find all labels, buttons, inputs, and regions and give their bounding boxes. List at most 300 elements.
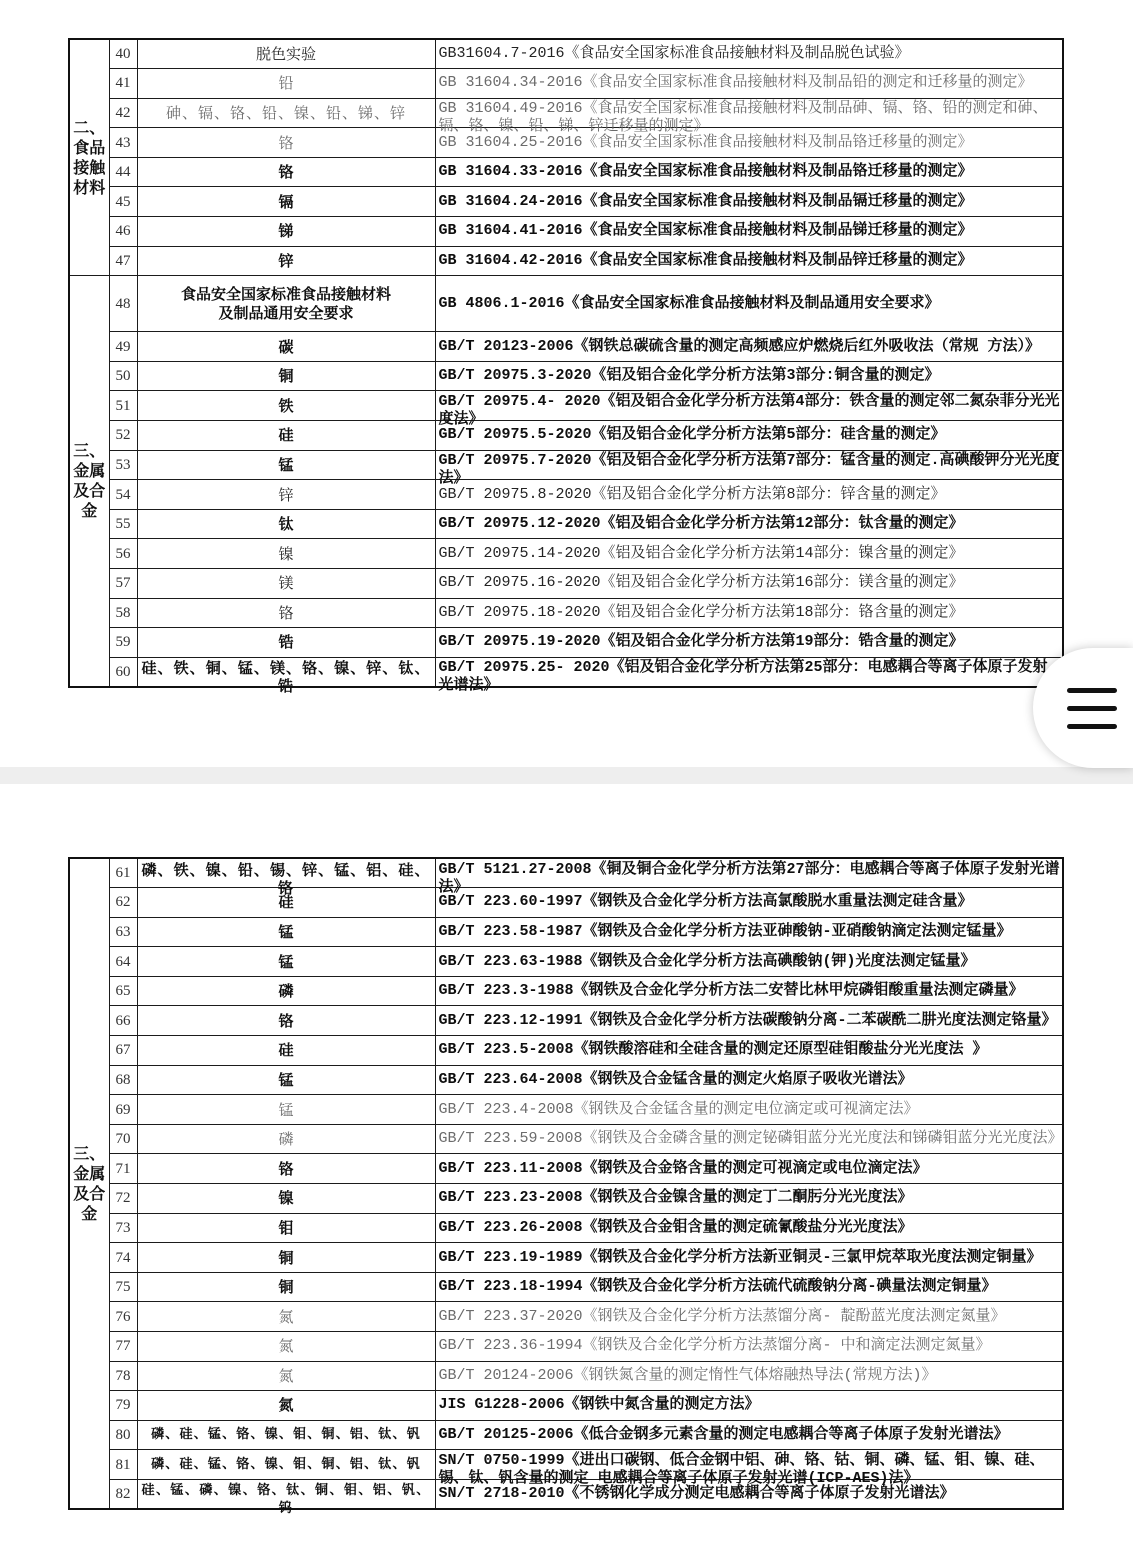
test-item-cell-inner [138,978,435,1005]
category-label: 三、金属及合金 [73,441,106,521]
row-number-cell-inner [110,889,137,916]
standard-cell-inner [436,1422,1063,1449]
row-number-cell [109,1065,137,1095]
test-item-cell-inner [138,1185,435,1212]
standard-cell [435,598,1063,628]
row-number: 66 [115,1012,131,1029]
row-number-cell-inner [110,540,137,567]
test-item-cell-inner [138,1392,435,1419]
test-item-cell-inner [138,333,435,360]
test-item-cell-inner [138,1303,435,1330]
standard-cell [435,1213,1063,1243]
standard-cell [435,450,1063,488]
row-number-cell-inner [110,1185,137,1212]
row-number-cell [109,1095,137,1125]
test-item-cell-inner [138,218,435,245]
row-number-cell-inner [110,570,137,597]
row-number-cell [109,1479,137,1509]
row-number: 57 [115,575,131,592]
standard-cell [435,657,1063,695]
test-item-cell-inner [138,1126,435,1153]
category-label: 三、金属及合金 [73,1143,106,1223]
row-number: 64 [115,953,131,970]
table-row [69,39,1063,69]
standard-cell [435,858,1063,896]
standard-cell [435,1302,1063,1332]
test-item-cell [137,1391,435,1421]
standard-cell [435,1095,1063,1125]
standard-cell-inner [436,1126,1063,1153]
standard-reference: GB/T 223.60-1997《钢铁及合金化学分析方法高氯酸脱水重量法测定硅含量》 [438,893,973,911]
standard-cell-inner [436,451,1063,488]
row-number: 45 [115,193,131,210]
test-item-cell-inner [138,451,435,478]
table-row [69,657,1063,687]
test-item-cell [137,128,435,158]
standard-reference: GB/T 223.23-2008《钢铁及合金镍含量的测定丁二酮肟分光光度法》 [438,1189,913,1207]
test-item-cell [137,450,435,480]
standard-reference: GB/T 223.4-2008《钢铁及合金锰含量的测定电位滴定或可视滴定法》 [438,1100,919,1118]
row-number-cell-inner [110,129,137,156]
standard-cell-inner [436,1481,1063,1508]
standard-reference: GB/T 20975.5-2020《铝及铝合金化学分析方法第5部分：硅含量的测定》 [438,426,946,444]
standard-cell [435,1272,1063,1302]
test-item: 硅、铁、铜、锰、镁、铬、镍、锌、钛、锆 [141,659,431,696]
row-number-cell [109,1391,137,1421]
row-number: 65 [115,983,131,1000]
standard-reference: GB/T 20975.19-2020《铝及铝合金化学分析方法第19部分：锆含量的测定》 [438,633,964,651]
standard-cell-inner [436,918,1063,945]
standard-reference: GB/T 20123-2006《钢铁总碳硫含量的测定高频感应炉燃烧后红外吸收法（常规 方法）》 [438,337,1041,355]
row-number: 46 [115,223,131,240]
row-number-cell-inner [110,918,137,945]
row-number-cell [109,657,137,687]
standard-cell-inner [436,978,1063,1005]
test-item-cell [137,391,435,421]
table-row [69,276,1063,332]
table-row [69,917,1063,947]
test-item: 锰 [278,1100,294,1119]
table-row [69,569,1063,599]
table-row [69,98,1063,128]
row-number-cell-inner [110,1451,137,1478]
table-body [69,858,1063,1516]
table-row [69,1420,1063,1450]
row-number-cell [109,569,137,599]
standard-cell-inner [436,422,1063,449]
row-number: 70 [115,1131,131,1148]
table-row [69,1036,1063,1066]
row-number-cell-inner [110,1126,137,1153]
standard-reference: GB/T 20125-2006《低合金钢多元素含量的测定电感耦合等离子体原子发射光谱法》 [438,1426,1009,1444]
standard-cell-inner [436,860,1063,896]
test-item-cell-inner [138,70,435,97]
table-row [69,1450,1063,1480]
table-row [69,1391,1063,1421]
test-item: 氮 [278,1396,294,1415]
standard-reference: GB/T 20975.18-2020《铝及铝合金化学分析方法第18部分：铬含量的测定》 [438,603,964,621]
menu-button[interactable] [1033,648,1133,768]
row-number-cell-inner [110,247,137,274]
row-number-cell-inner [110,422,137,449]
standard-reference: GB 4806.1-2016《食品安全国家标准食品接触材料及制品通用安全要求》 [438,294,940,312]
menu-icon-bar [1067,688,1117,693]
test-item-cell-inner [138,1451,435,1478]
category-cell [69,276,109,687]
test-item: 锌 [278,485,294,504]
row-number: 71 [115,1160,131,1177]
test-item-cell [137,1479,435,1516]
test-item-cell-inner [138,188,435,215]
test-item-cell [137,69,435,99]
standard-cell-inner [436,1362,1063,1389]
row-number-cell [109,480,137,510]
test-item-cell [137,1272,435,1302]
table-row [69,509,1063,539]
row-number-cell-inner [110,978,137,1005]
row-number-cell [109,217,137,247]
test-item-cell [137,1361,435,1391]
row-number: 54 [115,486,131,503]
row-number-cell [109,976,137,1006]
test-item-cell [137,1243,435,1273]
row-number-cell [109,509,137,539]
test-item: 硅 [278,1041,294,1060]
row-number: 82 [115,1486,131,1503]
test-item-cell [137,480,435,510]
table-row [69,1302,1063,1332]
table-row [69,1243,1063,1273]
row-number: 74 [115,1249,131,1266]
test-item: 氮 [278,1337,294,1356]
standard-cell-inner [436,247,1063,274]
standard-cell [435,1065,1063,1095]
standard-reference: GB/T 223.12-1991《钢铁及合金化学分析方法碳酸钠分离-二苯碳酰二肼光度法测定铬量》 [438,1011,1057,1029]
standard-reference: GB/T 223.58-1987《钢铁及合金化学分析方法亚砷酸钠-亚硝酸钠滴定法测定锰量》 [438,922,1012,940]
standard-cell-inner [436,1066,1063,1093]
standard-reference: GB/T 223.19-1989《钢铁及合金化学分析方法新亚铜灵-三氯甲烷萃取光度法测定铜量》 [438,1248,1042,1266]
row-number-cell-inner [110,1066,137,1093]
table-row [69,947,1063,977]
test-item-cell [137,217,435,247]
standard-reference: GB/T 20975.12-2020《铝及铝合金化学分析方法第12部分：钛含量的测定》 [438,515,964,533]
standard-cell [435,1391,1063,1421]
row-number: 72 [115,1190,131,1207]
test-item: 钛 [278,515,294,534]
test-item: 碳 [278,337,294,356]
standard-cell-inner [436,1451,1063,1488]
test-item-cell-inner [138,422,435,449]
row-number-cell-inner [110,188,137,215]
standard-cell [435,1036,1063,1066]
test-item-cell-inner [138,159,435,186]
test-item-cell [137,1124,435,1154]
test-item-cell-inner [138,481,435,508]
standard-cell-inner [436,70,1063,97]
row-number-cell-inner [110,658,137,685]
row-number-cell [109,157,137,187]
test-item-cell [137,187,435,217]
test-item-cell-inner [138,1481,435,1516]
test-item-cell [137,1154,435,1184]
test-item-cell-inner [138,1037,435,1064]
test-item: 氮 [278,1307,294,1326]
row-number-cell [109,450,137,480]
standard-reference: GB/T 223.37-2020《钢铁及合金化学分析方法蒸馏分离- 靛酚蓝光度法测定氮量》 [438,1307,1006,1325]
standard-cell-inner [436,1155,1063,1182]
table-row [69,539,1063,569]
test-item: 钼 [278,1218,294,1237]
test-item-cell [137,947,435,977]
table-row [69,598,1063,628]
test-item: 铬 [278,1159,294,1178]
row-number-cell-inner [110,629,137,656]
test-item-cell-inner [138,41,435,68]
row-number: 42 [115,104,131,121]
test-item: 镍 [278,1189,294,1208]
test-item-cell [137,246,435,276]
test-item-cell-inner [138,1422,435,1449]
row-number: 51 [115,397,131,414]
row-number-cell-inner [110,1333,137,1360]
row-number-cell [109,1124,137,1154]
row-number-cell-inner [110,392,137,419]
row-number-cell-inner [110,159,137,186]
standard-reference: GB/T 223.26-2008《钢铁及合金钼含量的测定硫氰酸盐分光光度法》 [438,1218,913,1236]
test-item: 砷、镉、铬、铅、镍、铅、锑、锌 [165,103,406,122]
row-number-cell-inner [110,290,137,317]
row-number-cell-inner [110,1037,137,1064]
test-item-cell [137,628,435,658]
row-number-cell [109,1420,137,1450]
standard-cell [435,98,1063,136]
row-number: 47 [115,252,131,269]
test-item: 铬 [278,163,294,182]
standard-reference: GB/T 20975.16-2020《铝及铝合金化学分析方法第16部分：镁含量的测定》 [438,574,964,592]
test-item: 锰 [278,922,294,941]
test-item-cell [137,858,435,897]
test-item: 硅 [278,893,294,912]
standard-reference: GB 31604.49-2016《食品安全国家标准食品接触材料及制品砷、镉、铬、铅的测定和砷、镉、铬、镍、铅、锑、锌迁移量的测定》 [438,100,1048,136]
standard-reference: GB 31604.33-2016《食品安全国家标准食品接触材料及制品铬迁移量的测定》 [438,163,973,181]
standard-cell-inner [436,290,1063,317]
row-number: 52 [115,427,131,444]
test-item: 锆 [278,633,294,652]
test-item-cell-inner [138,1244,435,1271]
row-number-cell-inner [110,451,137,478]
row-number-cell-inner [110,1244,137,1271]
test-item: 锰 [278,455,294,474]
standard-reference: GB/T 223.59-2008《钢铁及合金磷含量的测定铋磷钼蓝分光光度法和锑磷钼蓝分光光度法》 [438,1130,1063,1148]
standard-reference: GB/T 5121.27-2008《铜及铜合金化学分析方法第27部分：电感耦合等离子体原子发射光谱法》 [438,860,1060,896]
test-item-cell [137,1184,435,1214]
standard-reference: GB/T 20975.14-2020《铝及铝合金化学分析方法第14部分：镍含量的测定》 [438,544,964,562]
row-number-cell [109,421,137,451]
table-row [69,332,1063,362]
test-item-cell-inner [138,129,435,156]
row-number-cell-inner [110,1155,137,1182]
standard-cell-inner [436,1333,1063,1360]
row-number-cell-inner [110,1096,137,1123]
standard-reference: GB/T 223.11-2008《钢铁及合金铬含量的测定可视滴定或电位滴定法》 [438,1159,928,1177]
row-number-cell-inner [110,1274,137,1301]
test-item: 镍 [278,544,294,563]
test-item-cell-inner [138,918,435,945]
test-item: 磷、铁、镍、铅、锡、锌、锰、铝、硅、铬 [141,860,431,897]
standard-cell-inner [436,333,1063,360]
test-item-cell [137,1036,435,1066]
standard-cell-inner [436,1037,1063,1064]
standard-cell-inner [436,511,1063,538]
standard-cell [435,947,1063,977]
row-number-cell [109,1213,137,1243]
table-row [69,391,1063,421]
row-number: 56 [115,545,131,562]
table-row [69,1006,1063,1036]
standard-reference: GB/T 20975.3-2020《铝及铝合金化学分析方法第3部分:铜含量的测定》 [438,367,940,385]
standard-reference: GB 31604.42-2016《食品安全国家标准食品接触材料及制品锌迁移量的测定》 [438,251,973,269]
table-row [69,1213,1063,1243]
standard-cell-inner [436,1007,1063,1034]
standard-reference: GB/T 20124-2006《钢铁氮含量的测定惰性气体熔融热导法(常规方法)》 [438,1366,937,1384]
document-page [0,784,1133,1548]
test-item: 锰 [278,952,294,971]
test-item-cell-inner [138,658,435,696]
standard-reference: GB/T 20975.7-2020《铝及铝合金化学分析方法第7部分：锰含量的测定.高碘酸钾分光光度法》 [438,452,1060,488]
table-row [69,1154,1063,1184]
standard-reference: GB 31604.41-2016《食品安全国家标准食品接触材料及制品锑迁移量的测定》 [438,222,973,240]
test-item: 锌 [278,251,294,270]
row-number-cell-inner [110,1214,137,1241]
test-item: 镉 [278,192,294,211]
test-item-cell-inner [138,1007,435,1034]
page-separator [0,767,1133,784]
test-item-cell-inner [138,1362,435,1389]
standard-cell [435,539,1063,569]
test-item-cell-inner [138,278,435,330]
row-number-cell-inner [110,1303,137,1330]
row-number-cell-inner [110,1481,137,1508]
row-number-cell [109,1243,137,1273]
test-item: 磷 [278,982,294,1001]
table-row [69,1065,1063,1095]
table-row [69,1361,1063,1391]
row-number-cell [109,69,137,99]
row-number-cell [109,187,137,217]
test-item: 铜 [278,1278,294,1297]
standard-cell-inner [436,1303,1063,1330]
standard-cell-inner [436,392,1063,429]
standard-reference: GB31604.7-2016《食品安全国家标准食品接触材料及制品脱色试验》 [438,45,910,63]
standard-cell-inner [436,889,1063,916]
test-item-cell [137,569,435,599]
table-row [69,1124,1063,1154]
test-item: 铜 [278,367,294,386]
row-number: 69 [115,1101,131,1118]
test-item: 铜 [278,1248,294,1267]
row-number: 60 [115,663,131,680]
row-number: 63 [115,923,131,940]
row-number-cell [109,1184,137,1214]
row-number: 81 [115,1456,131,1473]
row-number-cell-inner [110,99,137,126]
standard-cell [435,1154,1063,1184]
row-number-cell-inner [110,333,137,360]
standard-reference: GB 31604.34-2016《食品安全国家标准食品接触材料及制品铅的测定和迁移量的测定》 [438,74,1033,92]
test-item-cell [137,1213,435,1243]
row-number-cell [109,332,137,362]
test-item-cell [137,976,435,1006]
standard-cell [435,917,1063,947]
row-number: 76 [115,1308,131,1325]
row-number: 53 [115,456,131,473]
test-item: 食品安全国家标准食品接触材料 及制品通用安全要求 [180,284,391,322]
table-row [69,628,1063,658]
standard-cell-inner [436,188,1063,215]
standard-cell [435,69,1063,99]
row-number-cell-inner [110,481,137,508]
test-item: 铬 [278,603,294,622]
row-number-cell [109,1302,137,1332]
standard-cell-inner [436,599,1063,626]
row-number-cell [109,361,137,391]
test-item-cell [137,1332,435,1362]
test-item-cell [137,276,435,332]
row-number: 77 [115,1338,131,1355]
standard-reference: GB 31604.25-2016《食品安全国家标准食品接触材料及制品铬迁移量的测定》 [438,133,973,151]
standard-cell [435,1124,1063,1154]
test-item-cell [137,1095,435,1125]
standard-cell [435,217,1063,247]
standard-cell [435,1420,1063,1450]
test-item-cell-inner [138,363,435,390]
row-number: 43 [115,134,131,151]
standard-cell [435,569,1063,599]
standard-cell [435,1006,1063,1036]
standard-cell-inner [436,570,1063,597]
standard-cell-inner [436,159,1063,186]
standard-cell-inner [436,629,1063,656]
table-row [69,976,1063,1006]
category-cell [69,39,109,276]
standard-reference: GB/T 223.64-2008《钢铁及合金锰含量的测定火焰原子吸收光谱法》 [438,1070,913,1088]
table-row [69,1184,1063,1214]
row-number-cell-inner [110,860,137,887]
test-item-cell [137,1420,435,1450]
standards-table [68,857,1064,1516]
standard-cell [435,1332,1063,1362]
test-item-cell [137,1006,435,1036]
test-item-cell-inner [138,99,435,126]
test-item-cell [137,98,435,128]
row-number-cell-inner [110,599,137,626]
hamburger-menu-icon[interactable] [1033,648,1133,768]
standard-cell-inner [436,1244,1063,1271]
test-item-cell [137,917,435,947]
row-number-cell-inner [110,363,137,390]
row-number-cell [109,917,137,947]
standard-reference: GB/T 223.36-1994《钢铁及合金化学分析方法蒸馏分离- 中和滴定法测定氮量》 [438,1337,991,1355]
standard-cell [435,1450,1063,1488]
test-item-cell-inner [138,599,435,626]
table-row [69,450,1063,480]
test-item-cell-inner [138,889,435,916]
row-number: 44 [115,164,131,181]
row-number: 73 [115,1219,131,1236]
test-item: 磷 [278,1130,294,1149]
row-number-cell [109,1361,137,1391]
table-row [69,217,1063,247]
